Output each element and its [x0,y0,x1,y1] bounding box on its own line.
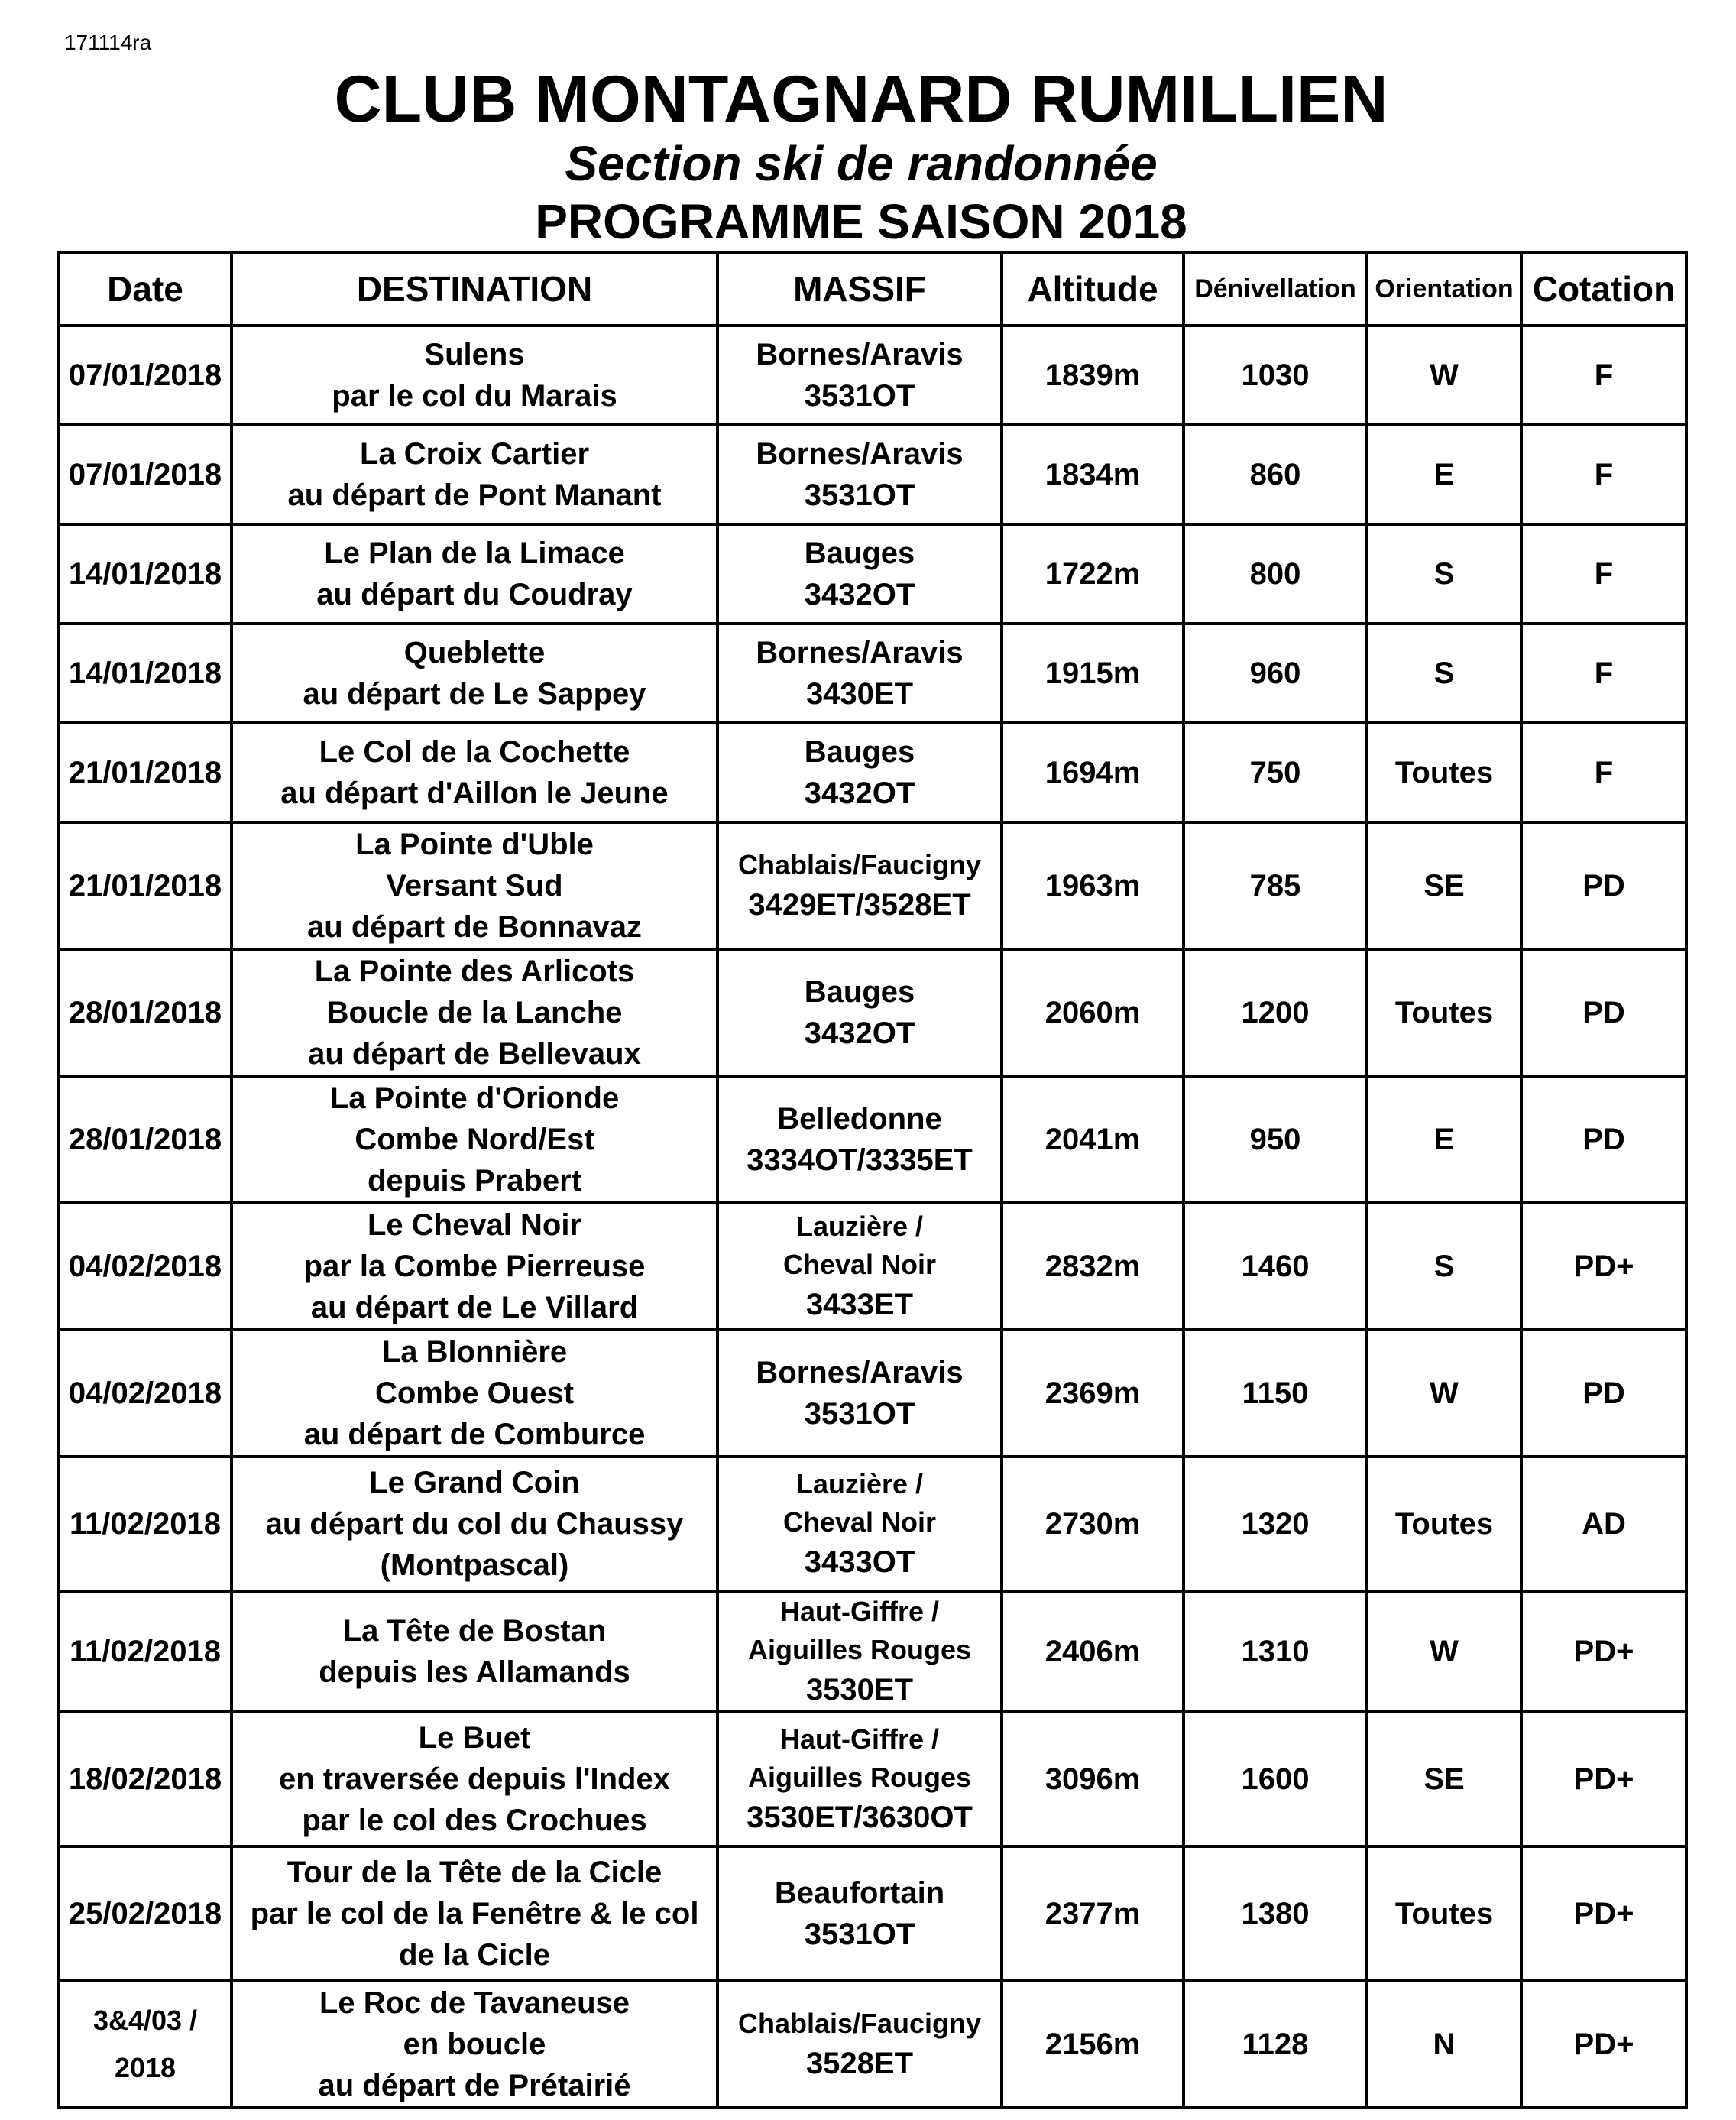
date-cell [59,1203,232,1330]
massif-cell [717,1591,1002,1712]
destination-line: La Pointe d'Orionde [329,1081,620,1115]
destination-cell [232,1981,717,2108]
date-cell [59,1591,232,1712]
date-cell [59,723,232,822]
cotation-cell: PD [1521,949,1686,1076]
altitude-cell: 2832m [1002,1203,1184,1330]
massif-line: Bornes/Aravis [756,636,964,669]
destination-line: Queblette [403,636,546,669]
massif-line: 3432OT [804,776,915,810]
destination-line: de la Cicle [399,1938,550,1972]
massif-cell [717,1981,1002,2108]
table-row [59,1076,1686,1203]
massif-line: Bornes/Aravis [756,1356,964,1389]
destination-cell [232,624,717,723]
cotation-cell: PD [1521,1330,1686,1457]
destination-cell [232,1712,717,1846]
cotation-cell: F [1521,624,1686,723]
massif-line: Belledonne [777,1102,942,1136]
destination-line: La Pointe des Arlicots [314,955,635,988]
destination-line: au départ de Le Villard [310,1291,639,1324]
orientation-cell: Toutes [1367,1457,1521,1591]
denivellation-cell: 750 [1184,723,1367,822]
table-row [59,326,1686,425]
table-row [59,1591,1686,1712]
destination-line: au départ du Coudray [316,578,633,611]
table-row [59,524,1686,624]
massif-line: 3530ET/3630OT [747,1801,973,1834]
destination-cell [232,949,717,1076]
massif-line: Aiguilles Rouges [747,1762,972,1793]
altitude-cell: 2377m [1002,1846,1184,1981]
destination-cell [232,1846,717,1981]
orientation-cell: S [1367,524,1521,624]
destination-line: depuis Prabert [367,1164,582,1198]
altitude-cell: 2369m [1002,1330,1184,1457]
destination-line: par le col des Crochues [302,1804,647,1837]
destination-line: La Croix Cartier [359,437,590,471]
header-destination: DESTINATION [232,252,717,326]
massif-cell [717,1846,1002,1981]
altitude-cell: 1915m [1002,624,1184,723]
destination-line: depuis les Allamands [319,1655,630,1689]
table-row [59,1846,1686,1981]
massif-line: Cheval Noir [782,1249,937,1280]
massif-cell [717,624,1002,723]
destination-line: au départ de Comburce [303,1418,646,1451]
date-line: 11/02/2018 [70,1507,221,1541]
table-row [59,1457,1686,1591]
denivellation-cell: 960 [1184,624,1367,723]
date-cell [59,425,232,524]
orientation-cell: S [1367,1203,1521,1330]
header-orientation: Orientation [1367,252,1521,326]
date-line: 21/01/2018 [68,756,222,789]
massif-cell [717,1330,1002,1457]
date-line: 11/02/2018 [70,1635,221,1668]
orientation-cell: S [1367,624,1521,723]
altitude-cell: 1834m [1002,425,1184,524]
massif-line: 3531OT [804,1917,915,1951]
date-cell [59,822,232,949]
destination-cell [232,524,717,624]
table-row [59,624,1686,723]
orientation-cell: W [1367,1591,1521,1712]
cotation-cell: F [1521,326,1686,425]
date-cell [59,326,232,425]
orientation-cell: N [1367,1981,1521,2108]
destination-cell [232,1457,717,1591]
altitude-cell: 2156m [1002,1981,1184,2108]
destination-line: Sulens [424,338,525,371]
date-line: 28/01/2018 [68,1123,222,1156]
date-line: 14/01/2018 [68,656,222,690]
massif-line: Chablais/Faucigny [737,849,982,880]
denivellation-cell: 1310 [1184,1591,1367,1712]
header-massif: MASSIF [717,252,1002,326]
date-cell [59,1330,232,1457]
massif-cell [717,949,1002,1076]
date-cell [59,1981,232,2108]
cotation-cell: F [1521,723,1686,822]
altitude-cell: 3096m [1002,1712,1184,1846]
table-row [59,1981,1686,2108]
date-line: 28/01/2018 [68,996,222,1029]
altitude-cell: 2041m [1002,1076,1184,1203]
altitude-cell: 2730m [1002,1457,1184,1591]
date-cell [59,1846,232,1981]
table-row [59,1203,1686,1330]
denivellation-cell: 800 [1184,524,1367,624]
massif-line: Aiguilles Rouges [747,1634,972,1665]
denivellation-cell: 1030 [1184,326,1367,425]
orientation-cell: SE [1367,1712,1521,1846]
massif-line: Bauges [804,975,915,1009]
massif-line: 3432OT [804,578,915,611]
destination-line: Le Col de la Cochette [319,735,630,769]
massif-cell [717,723,1002,822]
destination-line: Combe Nord/Est [355,1123,594,1156]
altitude-cell: 1963m [1002,822,1184,949]
destination-line: La Tête de Bostan [342,1614,607,1648]
orientation-cell: W [1367,326,1521,425]
date-line: 07/01/2018 [68,458,222,491]
header-cotation: Cotation [1521,252,1686,326]
orientation-cell: E [1367,425,1521,524]
altitude-cell: 1722m [1002,524,1184,624]
cotation-cell: F [1521,524,1686,624]
denivellation-cell: 1600 [1184,1712,1367,1846]
massif-line: Chablais/Faucigny [737,2008,982,2039]
massif-line: Bauges [804,536,915,570]
massif-cell [717,1457,1002,1591]
orientation-cell: SE [1367,822,1521,949]
table-body [59,326,1686,2108]
date-cell [59,949,232,1076]
table-header-row [59,252,1686,326]
denivellation-cell: 785 [1184,822,1367,949]
massif-line: 3433ET [805,1288,914,1321]
destination-cell [232,425,717,524]
orientation-cell: Toutes [1367,949,1521,1076]
destination-line: au départ de Bonnavaz [307,910,642,944]
destination-line: Le Plan de la Limace [324,536,625,570]
massif-cell [717,822,1002,949]
date-cell [59,1712,232,1846]
destination-line: au départ de Le Sappey [303,677,646,711]
club-name-title: CLUB MONTAGNARD RUMILLIEN [334,63,1388,136]
orientation-cell: Toutes [1367,723,1521,822]
destination-cell [232,1076,717,1203]
massif-line: 3531OT [804,1397,915,1431]
destination-line: au départ du col du Chaussy [265,1507,684,1541]
denivellation-cell: 950 [1184,1076,1367,1203]
orientation-cell: E [1367,1076,1521,1203]
cotation-cell: PD+ [1521,1981,1686,2108]
destination-cell [232,1591,717,1712]
destination-line: Le Cheval Noir [367,1208,582,1242]
date-line: 2018 [114,2052,177,2083]
cotation-cell: PD+ [1521,1712,1686,1846]
massif-line: 3430ET [805,677,914,711]
destination-line: Le Buet [418,1721,531,1755]
destination-line: au départ d'Aillon le Jeune [280,776,669,810]
cotation-cell: PD+ [1521,1591,1686,1712]
header-denivellation: Dénivellation [1184,252,1367,326]
orientation-cell: Toutes [1367,1846,1521,1981]
massif-line: Bornes/Aravis [756,338,964,371]
date-line: 14/01/2018 [68,557,222,591]
destination-cell [232,822,717,949]
date-line: 21/01/2018 [68,869,222,903]
massif-line: 3530ET [805,1673,914,1707]
massif-line: Beaufortain [774,1876,945,1910]
massif-line: Haut-Giffre / [779,1596,939,1627]
denivellation-cell: 1380 [1184,1846,1367,1981]
section-subtitle: Section ski de randonnée [565,136,1158,191]
date-cell [59,624,232,723]
massif-line: 3528ET [805,2047,914,2080]
cotation-cell: PD+ [1521,1203,1686,1330]
programme-title: PROGRAMME SAISON 2018 [535,194,1187,249]
altitude-cell: 2406m [1002,1591,1184,1712]
destination-cell [232,326,717,425]
denivellation-cell: 860 [1184,425,1367,524]
destination-line: par le col de la Fenêtre & le col [250,1897,699,1930]
date-cell [59,1076,232,1203]
destination-line: Versant Sud [386,869,563,903]
table-row [59,822,1686,949]
date-line: 04/02/2018 [68,1250,222,1283]
denivellation-cell: 1320 [1184,1457,1367,1591]
massif-line: 3429ET/3528ET [748,888,971,922]
date-cell [59,524,232,624]
massif-line: 3334OT/3335ET [747,1143,973,1177]
altitude-cell: 2060m [1002,949,1184,1076]
massif-line: 3531OT [804,379,915,413]
destination-line: Le Grand Coin [369,1466,580,1499]
massif-line: 3432OT [804,1016,915,1050]
massif-line: Bornes/Aravis [756,437,964,471]
destination-line: (Montpascal) [380,1548,569,1582]
cotation-cell: PD [1521,822,1686,949]
massif-line: Lauzière / [795,1211,924,1242]
table-row [59,1330,1686,1457]
destination-line: par la Combe Pierreuse [303,1250,646,1283]
altitude-cell: 1839m [1002,326,1184,425]
orientation-cell: W [1367,1330,1521,1457]
massif-line: Haut-Giffre / [779,1723,939,1755]
destination-line: Boucle de la Lanche [326,996,623,1029]
destination-line: La Blonnière [381,1335,568,1369]
date-line: 04/02/2018 [68,1376,222,1410]
date-line: 07/01/2018 [68,358,222,392]
destination-line: au départ de Bellevaux [308,1037,641,1071]
denivellation-cell: 1460 [1184,1203,1367,1330]
header-altitude: Altitude [1002,252,1184,326]
destination-cell [232,723,717,822]
denivellation-cell: 1128 [1184,1981,1367,2108]
destination-line: au départ de Prétairié [318,2069,631,2102]
destination-line: par le col du Marais [332,379,617,413]
massif-line: 3433OT [804,1545,915,1579]
date-line: 3&4/03 / [92,2005,198,2036]
cotation-cell: F [1521,425,1686,524]
table-row [59,723,1686,822]
destination-cell [232,1330,717,1457]
massif-line: 3531OT [804,478,915,512]
denivellation-cell: 1150 [1184,1330,1367,1457]
denivellation-cell: 1200 [1184,949,1367,1076]
massif-line: Lauzière / [795,1468,924,1499]
destination-line: Le Roc de Tavaneuse [319,1986,630,2020]
programme-table [57,251,1688,2109]
header-date: Date [59,252,232,326]
altitude-cell: 1694m [1002,723,1184,822]
massif-cell [717,425,1002,524]
massif-cell [717,326,1002,425]
massif-cell [717,1203,1002,1330]
destination-cell [232,1203,717,1330]
massif-cell [717,524,1002,624]
massif-line: Bauges [804,735,915,769]
table-row [59,425,1686,524]
table-row [59,949,1686,1076]
date-cell [59,1457,232,1591]
massif-line: Cheval Noir [782,1506,937,1538]
destination-line: La Pointe d'Uble [355,828,594,861]
massif-cell [717,1076,1002,1203]
destination-line: en boucle [403,2028,546,2061]
document-reference: 171114ra [64,31,152,54]
date-line: 25/02/2018 [68,1897,222,1930]
destination-line: au départ de Pont Manant [287,478,662,512]
date-line: 18/02/2018 [68,1762,222,1796]
destination-line: Combe Ouest [374,1376,575,1410]
cotation-cell: PD+ [1521,1846,1686,1981]
destination-line: Tour de la Tête de la Cicle [287,1856,662,1889]
destination-line: en traversée depuis l'Index [279,1762,670,1796]
massif-cell [717,1712,1002,1846]
cotation-cell: PD [1521,1076,1686,1203]
table-row [59,1712,1686,1846]
cotation-cell: AD [1521,1457,1686,1591]
